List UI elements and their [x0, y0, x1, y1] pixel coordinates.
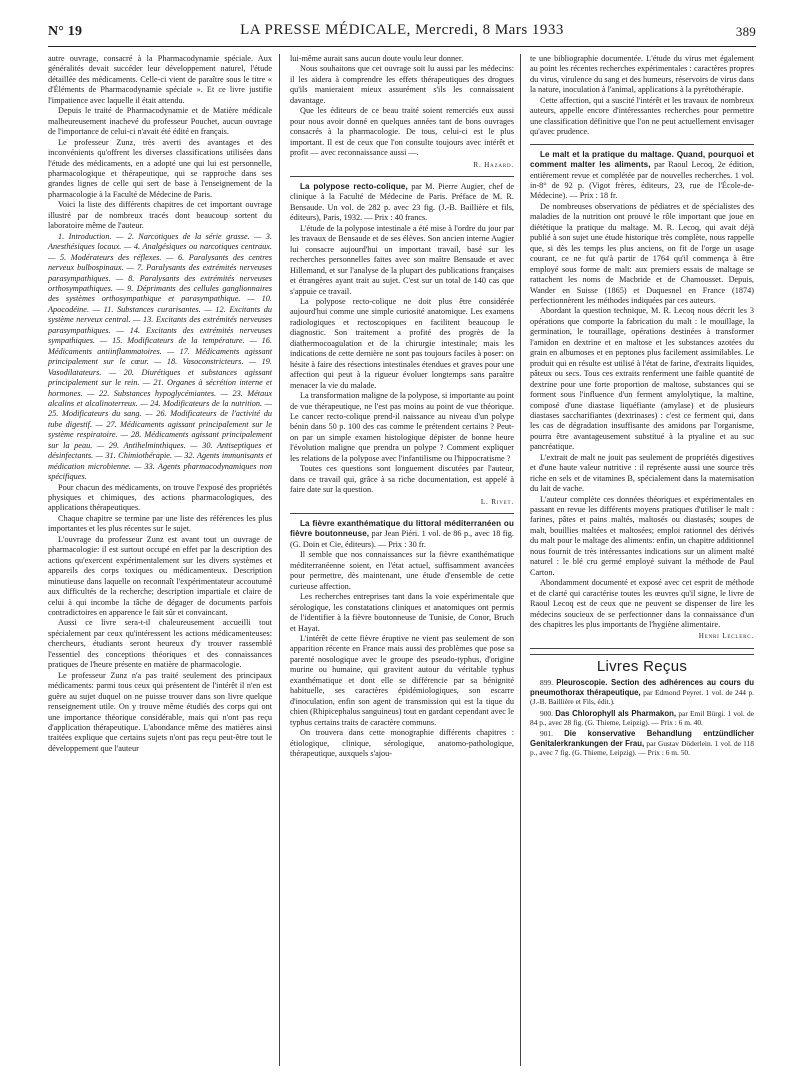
paragraph: Depuis le traité de Pharmacodynamie et de Matière médicale malheureusement inachevé du professeur Pouchet, aucun ouvrage de l'importance de celui-ci n'avait été édité en français.: [48, 106, 272, 137]
paragraph: L'extrait de malt ne jouit pas seulement de propriétés digestives et d'une haute valeur nutritive : il représente aussi une source très riche en sels et de vitamines B, spécialement dans la maternisation du lait de vache.: [530, 452, 754, 494]
book-number: 901.: [540, 729, 553, 739]
paragraph: De nombreuses observations de pédiatres et de spécialistes des maladies de la nutrition ont prouvé le rôle important que joue en diététique la pratique du maltage. M. R. Lecoq, qui avait déjà publié à son sujet une étude historique très complète, nous rappelle que, si dès les temps les plus anciens, on fit de l'orge un usage courant, ce ne fut qu'à partir de 1764 qu'il commença à être employé sous forme de malt: aux premiers essais de maltage se rattachent les noms de Macbride et de Chamousset. Depuis, Wander en Suisse (1865) et Duquesnel en France (1874) perfectionnèrent les méthodes indiquées par ces auteurs.: [530, 201, 754, 305]
book-entry: [530, 709, 754, 728]
column-3: [530, 54, 754, 760]
section-separator: [290, 513, 514, 514]
paragraph: Aussi ce livre sera-t-il chaleureusement accueilli tout spécialement par ceux qu'intéressent les actions médicamenteuses: chercheurs, étudiants seront heureux d'y trouver rassemblé l'essentiel des conceptions théoriques et des connaissances pratiques de l'heure présente en matière de pharmacologie.: [48, 618, 272, 670]
book-entry: [530, 729, 754, 757]
livres-recus-heading: Livres Reçus: [596, 657, 688, 675]
review-title: La polypose recto-colique,: [300, 181, 408, 191]
paragraph: Nous souhaitons que cet ouvrage soit lu aussi par les médecins: il les aidera à comprendre les effets thérapeutiques des drogues qu'ils manieraient mieux assurément s'ils les connaissaient davantage.: [290, 64, 514, 105]
author-signature: Henri Leclerc.: [698, 632, 754, 641]
paragraph: Les recherches entreprises tant dans la voie expérimentale que sérologique, les constatations cliniques et anatomiques ont permis de l'identifier à la fièvre boutonneuse de Tunisie, de Conor, Bruch et Hayat.: [290, 592, 514, 633]
paragraph: Voici la liste des différents chapitres de cet important ouvrage illustré par de nombreux tracés dont beaucoup sortent du laboratoire même de l'auteur.: [48, 200, 272, 231]
section-separator: [290, 176, 514, 177]
paragraph: Le professeur Zunz n'a pas traité seulement des principaux médicaments: parmi tous ceux qui présentent de l'intérêt il n'en est guère au sujet duquel on ne puisse trouver dans son livre quelque renseignement utile. On y trouve même étudiés des corps qui ont une importance théorique considérable, mais qui n'ont pas reçu d'application thérapeutique. L'abondance même des matières ainsi traitées explique que certains sujets n'ont pas reçu peut-être tout le développement que l'auteur: [48, 670, 272, 753]
paragraph: Abondamment documenté et exposé avec cet esprit de méthode et de clarté qui caractérise toutes les œuvres qu'il signe, le livre de Raoul Lecoq est de ceux que ne peuvent se dispenser de lire les médecins soucieux de se perfectionner dans la connaissance d'un des chapitres les plus importants de l'hygiène alimentaire.: [530, 578, 754, 630]
column-2: [290, 54, 514, 759]
review-biblio: par M. Pierre Augier, chef de clinique à la Faculté de Médecine de Paris. Préface de M. R. Bensaude. Un vol. de 282 p. avec 23 fig. (J.-B. Baillière et fils, éditeurs), Paris, 1932. — Prix : 40 francs.: [290, 181, 515, 223]
page-number: 389: [735, 24, 756, 39]
paragraph: La transformation maligne de la polypose, si importante au point de vue thérapeutique, ne l'est pas moins au point de vue théorique. Le cancer recto-colique prend-il naissance au niveau d'un polype bénin dans 50 p. 100 des cas comme le prétendent certains ? Peut-on par un simple examen histologique dépister de bonne heure l'évolution maligne que prendra un polype ? Comment expliquer les relations de la polypose avec l'infantilisme ou l'hippocratisme ?: [290, 391, 514, 463]
paragraph: L'auteur complète ces données théoriques et expérimentales en passant en revue les différents moyens pratiques d'utiliser le malt : farines, pâtes et pains maltés, maltosés ou diastasés; soupes de malt, bouillies maltées et maltosées; emploi rationnel des dérivés du malt pour le maltage des aliments: enfin, un chapitre additionnel nous fournit de très intéressantes indications sur un aliment malté naturel : le blé cru germé employé suivant la méthode de Paul Carton.: [530, 494, 754, 577]
section-separator: [530, 144, 754, 145]
paragraph: Cette affection, qui a suscité l'intérêt et les travaux de nombreux auteurs, appelle encore d'intéressantes recherches pour permettre une classification définitive que l'on ne peut actuellement envisager qu'avec prudence.: [530, 95, 754, 137]
page-header: [48, 22, 756, 44]
review-title: La fièvre exanthématique du littoral méditerranéen ou fièvre boutonneuse,: [290, 519, 514, 539]
issue-number: N° 19: [48, 24, 83, 39]
paragraph: Il semble que nos connaissances sur la fièvre exanthématique méditerranéenne soient, en l'état actuel, suffisamment avancées pour permettre, dès maintenant, une étude d'ensemble de cette curieuse affection.: [290, 550, 514, 591]
book-details: par Gustav Döderlein. 1 vol. de 118 p., avec 7 fig. (G. Thieme, Leipzig). — Prix : 6 m. 50.: [530, 738, 754, 758]
paragraph: te une bibliographie documentée. L'étude du virus met également au point les récentes recherches expérimentales : caractères propres du virus, virulence du sang et des humeurs, réservoirs de virus dans la nature, inoculation à l'animal, applications à la pyrétothérapie.: [530, 54, 754, 95]
header-rule: [48, 46, 756, 47]
review-heading: [290, 182, 514, 224]
book-details: par Edmond Peyret. 1 vol. de 244 p. (J.-B. Baillière et Fils, édit.).: [530, 687, 754, 707]
book-title: Das Chlorophyll als Pharmakon,: [555, 708, 677, 718]
review-title: Le malt et la pratique du maltage. Quand, pourquoi et comment malter les aliments,: [530, 149, 754, 170]
column-1: [48, 54, 272, 754]
review-heading: [530, 150, 754, 202]
section-separator: [530, 648, 754, 649]
author-signature: R. Hazard.: [473, 160, 514, 169]
paragraph: Pour chacun des médicaments, on trouve l'exposé des propriétés physiques et chimiques, des actions pharmacologiques, des applications thérapeutiques.: [48, 482, 272, 513]
paragraph: Chaque chapitre se termine par une liste des références les plus importantes et les plus récentes sur le sujet.: [48, 513, 272, 534]
column-divider: [520, 54, 521, 1066]
book-details: par Emil Bürgi. 1 vol. de 84 p., avec 28 fig. (G. Thieme, Leipzig). — Prix : 6 m. 40.: [530, 708, 754, 727]
section-separator: [530, 654, 754, 655]
book-title: Die konservative Behandlung entzündlicher Genitalerkrankungen der Frau,: [530, 729, 754, 748]
paragraph: On trouvera dans cette monographie différents chapitres : étiologique, clinique, sérologique, anatomo-pathologique, thérapeutique, auxquels s'ajou-: [290, 728, 514, 758]
paragraph: Toutes ces questions sont longuement discutées par l'auteur, dans ce travail qui, grâce à sa riche documentation, est appelé à faire date sur la question.: [290, 464, 514, 495]
chapter-list: 1. Introduction. — 2. Narcotiques de la série grasse. — 3. Anesthésiques locaux. — 4. Analgésiques ou narcotiques centraux. — 5. Modérateurs des réflexes. — 6. Paralysants des centres nerveux bulbospinaux. — 7. Paralysants des extrémités nerveuses parasympathiques. — 8. Paralysants des extrémités nerveuses orthosympathiques. — 9. Déprimants des cellules ganglionnaires des systèmes orthosympathique et parasympathique. — 10. Apocodéine. — 11. Substances curarisantes. — 12. Excitants du système nerveux central. — 13. Excitants des extrémités nerveuses parasympathiques. — 14. Excitants des extrémités nerveuses sympathiques. — 15. Modificateurs de la température. — 16. Médicaments antiinflammatoires. — 17. Médicaments agissant principalement sur le cœur. — 18. Vasoconstricteurs. — 19. Vasodilatateurs. — 20. Diurétiques et substances agissant principalement sur le rein. — 21. Organes à sécrétion interne et hormones. — 22. Substances hypoglycémiantes. — 23. Métaux alcalins et alcalinoterreux. — 24. Modificateurs de la nutrition. — 25. Modificateurs du sang. — 26. Modificateurs de l'activité du tube digestif. — 27. Médicaments agissant principalement sur le système respiratoire. — 28. Médicaments agissant principalement sur la peau. — 29. Antihelminthiques. — 30. Antiseptiques et désinfectants. — 31. Chimiothérapie. — 32. Agents immunisants et médication microbienne. — 33. Agents pharmacodynamiques non spécifiques.: [48, 231, 272, 482]
paragraph: La polypose recto-colique ne doit plus être considérée aujourd'hui comme une simple curiosité anatomique. Les examens radiologiques et rectoscopiques en facilitent beaucoup le diagnostic. Son traitement a profité des progrès de la diathermocoagulation et de la chirurgie intestinale; mais les indications de cette dernière ne sont pas toujours faciles à poser: on hésite à faire des résections intestinales étendues et graves pour une affection qui peut à la rigueur évoluer longtemps sans paraître menacer la vie du malade.: [290, 296, 514, 390]
paragraph: lui-même aurait sans aucun doute voulu leur donner.: [290, 54, 464, 63]
book-number: 899.: [540, 678, 553, 688]
review-heading: [290, 519, 514, 550]
review-biblio: par Jean Piéri. 1 vol. de 86 p., avec 18 fig. (G. Doin et Cie, éditeurs). — Prix : 30 fr.: [290, 529, 514, 549]
paragraph: L'intérêt de cette fièvre éruptive ne vient pas seulement de son apparition récente en France mais aussi des problèmes que pose sa parenté nosologique avec le groupe des pseudo-typhus, d'origine murine ou humaine, qui gravitent autour du véritable typhus exanthématique et dont elle se différencie par sa bénignité habituelle, ses caractères épidémiologiques, son escarre d'inoculation, enfin son agent de transmission qui est la tique du chien (Rhipicephalus sanguineus) tout en gardant cependant avec le typhus certains traits de caractère communs.: [290, 634, 514, 727]
author-signature: L. Rivet.: [480, 497, 514, 506]
book-entry: [530, 678, 754, 706]
paragraph: Que les éditeurs de ce beau traité soient remerciés eux aussi pour nous avoir donné en quelques années tant de bons ouvrages consacrés à la pharmacologie. De tous, celui-ci est le plus important. Il est de ceux que l'on consulte toujours avec intérêt et profit — avec reconnaissance aussi —.: [290, 106, 514, 158]
paragraph: autre ouvrage, consacré à la Pharmacodynamie spéciale. Aux généralités devait succéder leur développement naturel, l'étude détaillée des médicaments. Celle-ci vient de paraître sous le titre « d'Éléments de Pharmacodynamie spéciale ». Et ce livre justifie l'impatience avec laquelle il était attendu.: [48, 54, 272, 105]
book-number: 900.: [540, 708, 553, 718]
paragraph: L'ouvrage du professeur Zunz est avant tout un ouvrage de pharmacologie: il est surtout occupé en effet par la description des actions qu'exercent expérimentalement sur les divers systèmes et appareils des corps toxiques ou médicamenteux. Description minutieuse dans laquelle on reconnaît l'expérimentateur accoutumé aux difficultés de la recherche; description impartiale et claire de celui à qui incombe la tâche de dégager de documents parfois contradictoires en apparence le fait sûr et convaincant.: [48, 534, 272, 618]
paragraph: Le professeur Zunz, très averti des avantages et des inconvénients qu'offrent les diverses classifications utilisées dans l'étude des médicaments, en a adopté une qui lui est personnelle, pharmacologique et thérapeutique, qui se rapproche dans ses grandes lignes de celle qui sert de base à l'enseignement de la pharmacologie à la Faculté de Médecine de Paris.: [48, 137, 272, 199]
column-divider: [279, 54, 280, 1066]
paragraph: Abordant la question technique, M. R. Lecoq nous décrit les 3 opérations que comporte la fabrication du malt : le mouillage, la germination, le touraillage, opérations destinées à transformer l'amidon en dextrine et en maltose et les substances azotées du grain en albumoses et en peptones plus facilement assimilables. Le produit qui en résulte est utilisé à l'état de farine, d'extraits liquides, pâteux ou secs. Tous ces extraits renferment une faible quantité de dextrine pour une forte proportion de maltose, substances qui se forment sous l'influence d'un ferment amylolytique, la maltine, composé d'une diastase liquéfiante (amylase) et de plusieurs diastases saccharifiantes (dextrinases) : c'est ce ferment qui, dans les cas de dégradation insuffisante des amidons par l'organisme, pourra être avantageusement substitué à la ptyaline et au suc pancréatique.: [530, 306, 754, 452]
journal-title: LA PRESSE MÉDICALE, Mercredi, 8 Mars 1933: [240, 22, 564, 38]
review-biblio: par Raoul Lecoq, 2e édition, entièrement revue et complétée par de nouvelles recherches. 1 vol. in-8° de 92 p. (Vigot frères, éditeurs, 23, rue de l'École-de-Médecine). — Prix : 18 fr.: [530, 160, 755, 201]
paragraph: L'étude de la polypose intestinale a été mise à l'ordre du jour par les travaux de Bensaude et de ses élèves. Son ancien interne Augier lui consacre aujourd'hui un important travail, basé sur les recherches personnelles faites avec son maître Bensaude et avec Hillemand, et sur l'analyse de la plupart des publications françaises et étrangères ayant trait au sujet. C'est sur un total de 140 cas que s'appuie ce travail.: [290, 223, 514, 296]
book-title: Pleuroscopie. Section des adhérences au cours du pneumothorax thérapeutique,: [530, 678, 754, 697]
